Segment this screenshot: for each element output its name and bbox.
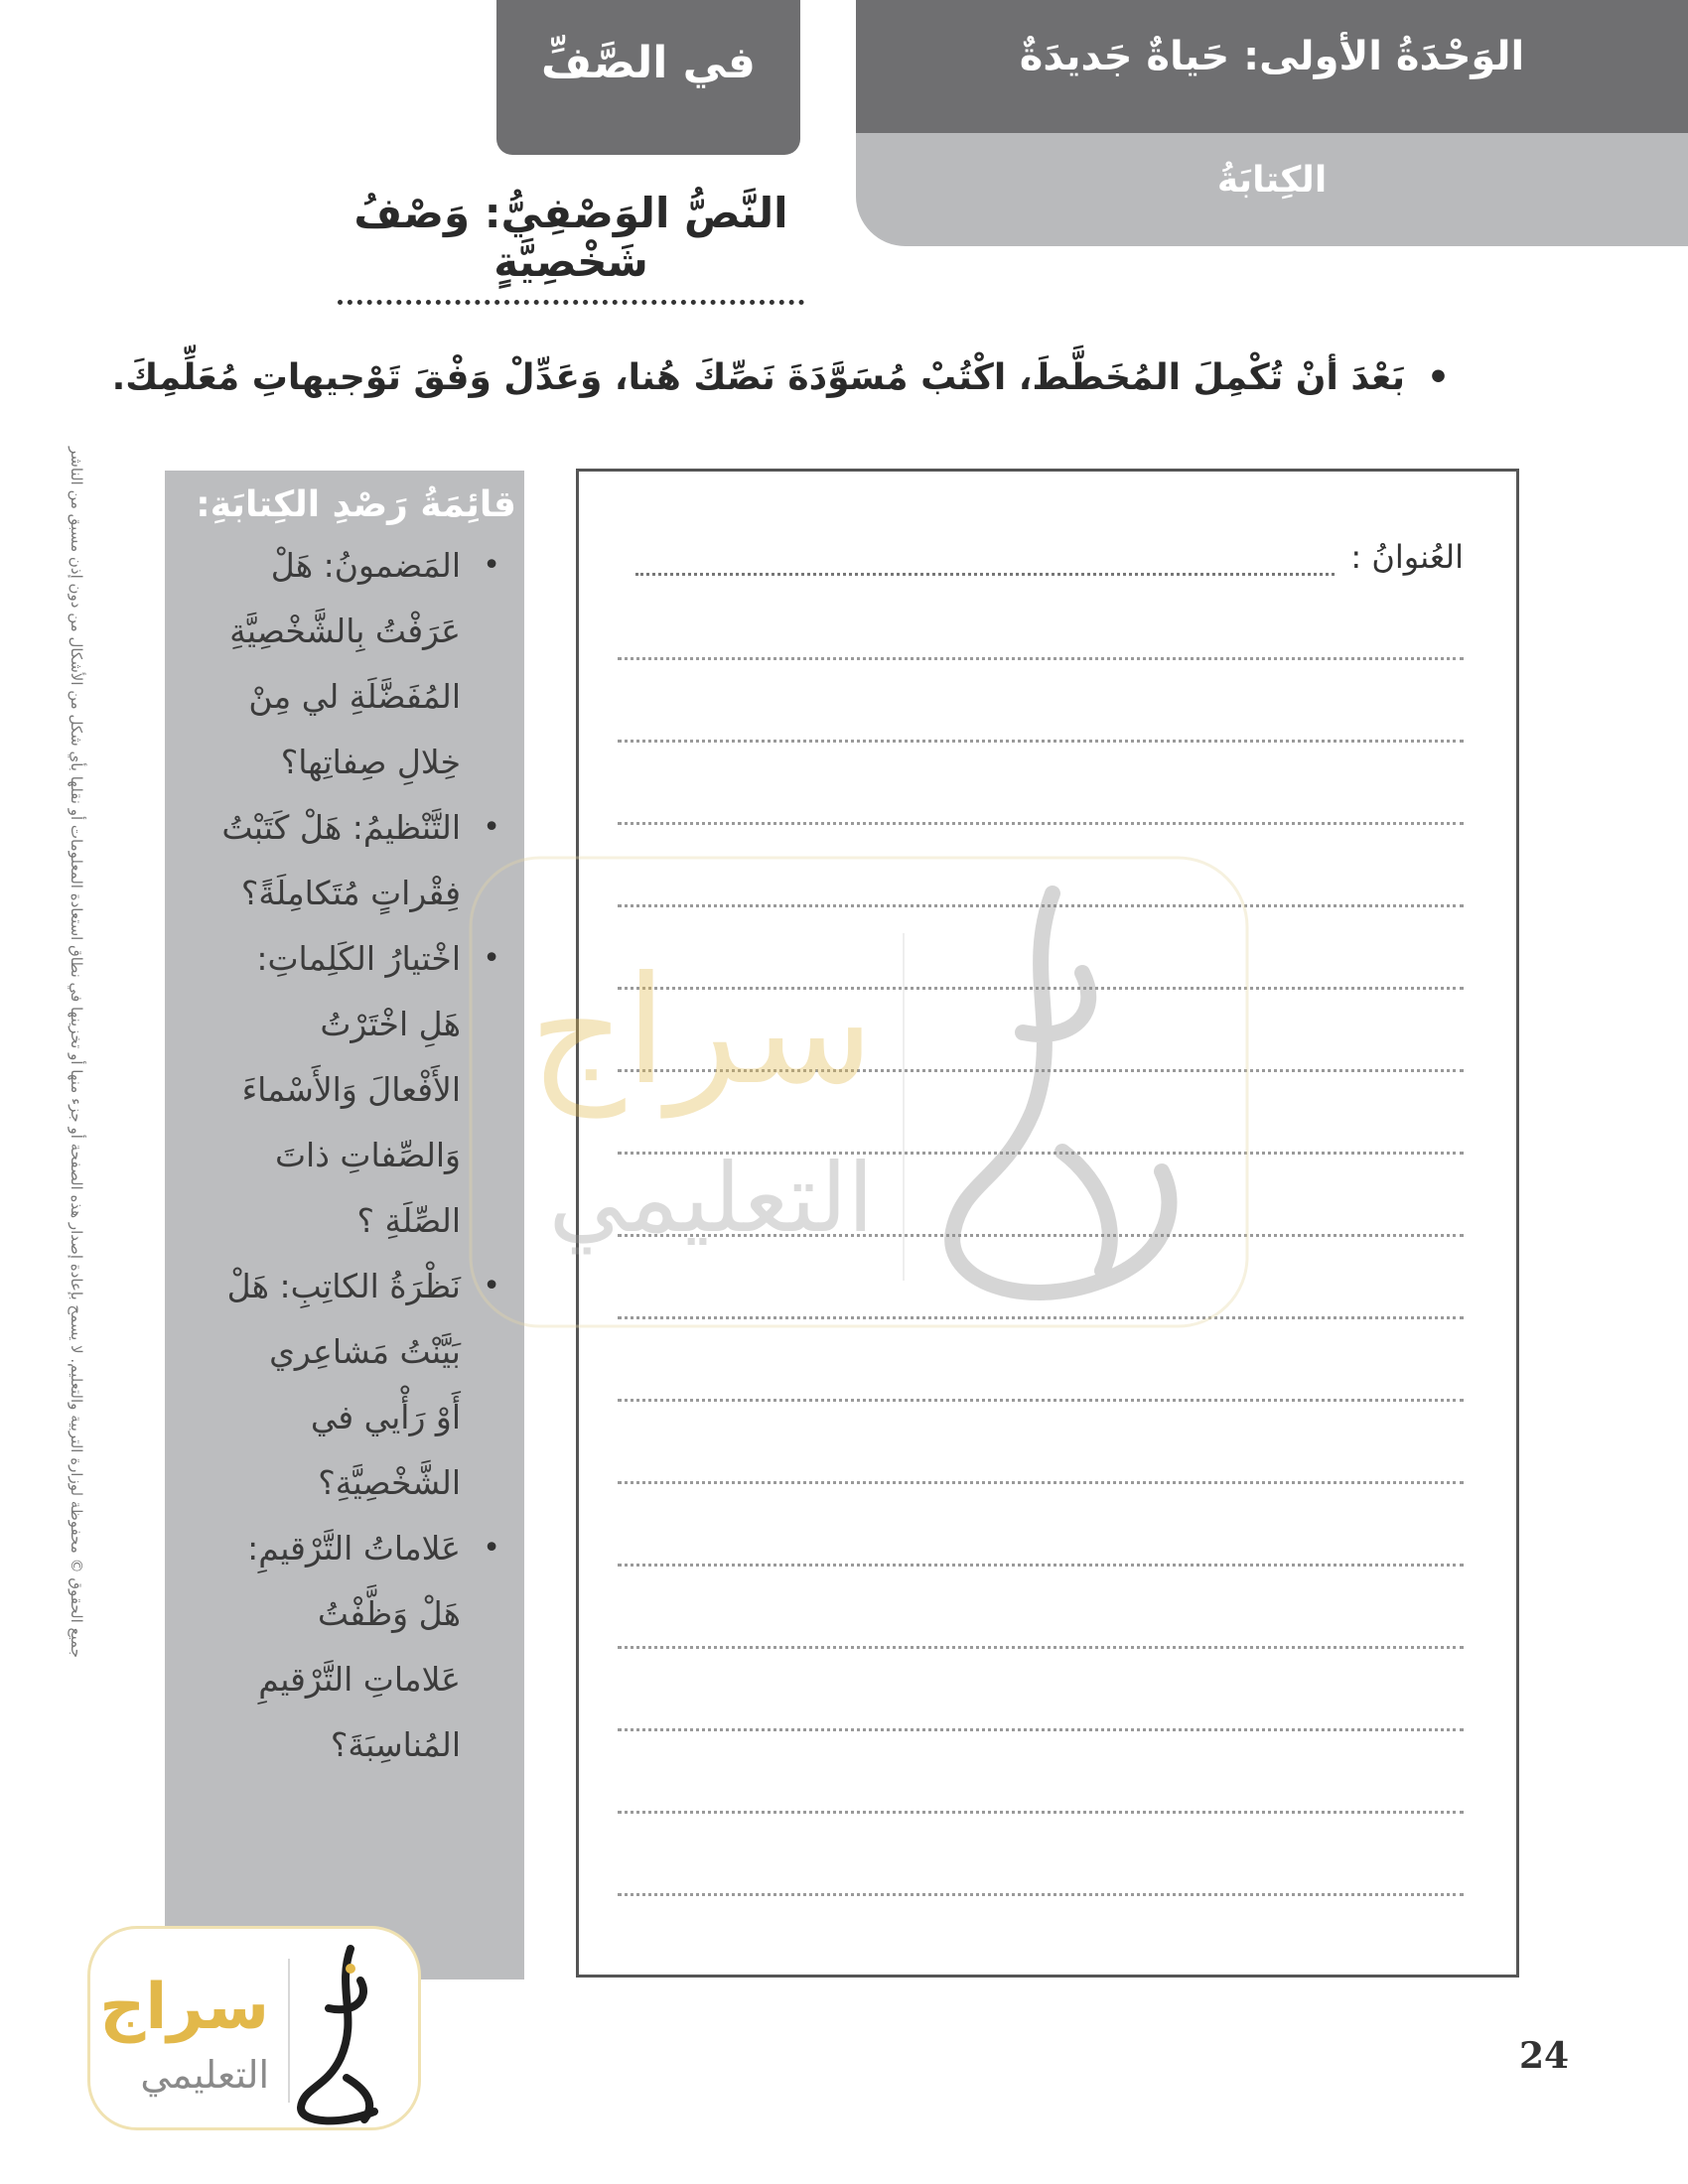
checklist-line: خِلالِ صِفاتِها؟: [280, 743, 461, 781]
bullet-icon: •: [483, 810, 500, 845]
checklist-line: الصِّلَةِ ؟: [356, 1201, 461, 1240]
checklist-line: وَالصِّفاتِ ذاتَ: [274, 1136, 461, 1174]
lesson-title: [338, 189, 804, 286]
checklist-line: الشَّخْصِيَّةِ؟: [318, 1463, 461, 1502]
checklist-line: بَيَّنْتُ مَشاعِري: [269, 1332, 461, 1371]
writing-line[interactable]: [618, 1399, 1464, 1402]
writing-line[interactable]: [618, 822, 1464, 825]
checklist-line: عَلاماتِ التَّرْقيمِ: [258, 1660, 461, 1699]
checklist-line: الأَفْعالَ وَالأَسْماءَ: [241, 1070, 461, 1109]
checklist-line: المَضمونُ: هَلْ: [270, 546, 461, 585]
section-title: الكِتابَةُ: [1216, 159, 1328, 201]
writing-line[interactable]: [618, 1646, 1464, 1649]
logo-sub: التعليمي: [140, 2053, 269, 2097]
checklist-line: اخْتيارُ الكَلِماتِ:: [256, 939, 461, 978]
bullet-icon: •: [483, 548, 500, 583]
page-number: 24: [1519, 2035, 1570, 2077]
watermark-sub: التعليمي: [548, 1143, 874, 1254]
bullet-icon: •: [483, 1531, 500, 1566]
section-bar: [856, 133, 1688, 246]
in-class-tab: [496, 0, 800, 155]
unit-title: الوَحْدَةُ الأولى: حَياةٌ جَديدَةٌ: [1019, 34, 1525, 79]
copyright-note: جميع الحقوق © محفوظة لوزارة التربية والتعليم. لا يسمح بإعادة إصدار هذه الصفحة أو جزء منها أو تخزينها في نطاق استعادة المعلومات أو نقلها بأي شكل من الأشكال من دون إذن مسبق من الناشر: [68, 447, 85, 1658]
watermark-brand: سراج: [529, 945, 874, 1118]
writing-line[interactable]: [618, 1811, 1464, 1814]
checklist-heading: قائِمَةُ رَصْدِ الكِتابَةِ:: [196, 484, 516, 525]
checklist-list: [165, 533, 516, 1778]
writing-line[interactable]: [618, 657, 1464, 660]
checklist-item-content: [165, 533, 512, 795]
writing-line[interactable]: [618, 1564, 1464, 1567]
calligraphy-icon: [301, 1949, 374, 2120]
checklist-item-organization: [165, 795, 512, 926]
lesson-title-text: النَّصُّ الوَصْفِيُّ: وَصْفُ شَخْصِيَّةٍ: [338, 189, 804, 305]
instruction-text: بَعْدَ أنْ تُكْمِلَ المُخَطَّطَ، اكْتُبْ مُسَوَّدَةَ نَصِّكَ هُنا، وَعَدِّلْ وَفْقَ تَوْجيهاتِ مُعَلِّمِكَ.: [111, 357, 1405, 398]
checklist-line: فِقْراتٍ مُتَكامِلَةً؟: [240, 874, 461, 912]
in-class-label: في الصَّفِّ: [540, 37, 756, 88]
checklist-line: التَّنْظيمُ: هَلْ كَتَبْتُ: [221, 808, 461, 847]
bullet-icon: •: [483, 941, 500, 976]
calligraphy-icon: [952, 893, 1169, 1293]
draft-title-label: العُنوانُ :: [1350, 538, 1464, 576]
logo-brand: سراج: [99, 1971, 269, 2044]
logo-dot-icon: [346, 1964, 355, 1974]
draft-title-line[interactable]: [635, 533, 1335, 576]
checklist-line: عَلاماتُ التَّرْقيمِ:: [247, 1529, 461, 1568]
watermark: [467, 854, 1251, 1330]
checklist-line: نَظْرَةُ الكاتِبِ: هَلْ: [226, 1267, 461, 1305]
checklist-line: المُناسِبَةَ؟: [330, 1725, 461, 1764]
checklist-line: هَلْ وَظَّفْتُ: [317, 1594, 461, 1633]
writing-line[interactable]: [618, 1481, 1464, 1484]
copyright-note-wrap: [56, 447, 85, 1658]
checklist-item-voice: [165, 1254, 512, 1516]
unit-title-bar: [856, 0, 1688, 133]
instruction: [111, 357, 1450, 417]
writing-line[interactable]: [618, 1728, 1464, 1731]
checklist-line: أَوْ رَأْيي في: [310, 1398, 461, 1436]
bullet-icon: •: [483, 1269, 500, 1303]
unit-header: [856, 0, 1688, 246]
checklist-line: المُفَضَّلَةِ لي مِنْ: [248, 677, 461, 716]
checklist-line: عَرَفْتُ بِالشَّخْصِيَّةِ: [229, 612, 461, 650]
checklist-item-punctuation: [165, 1516, 512, 1778]
draft-title-row: [635, 516, 1464, 576]
writing-line[interactable]: [618, 740, 1464, 743]
bullet-icon: •: [1426, 357, 1450, 398]
checklist-item-word-choice: [165, 926, 512, 1254]
logo-badge: [87, 1926, 421, 2130]
checklist-line: هَلِ اخْتَرْتُ: [320, 1005, 461, 1043]
writing-line[interactable]: [618, 1893, 1464, 1896]
